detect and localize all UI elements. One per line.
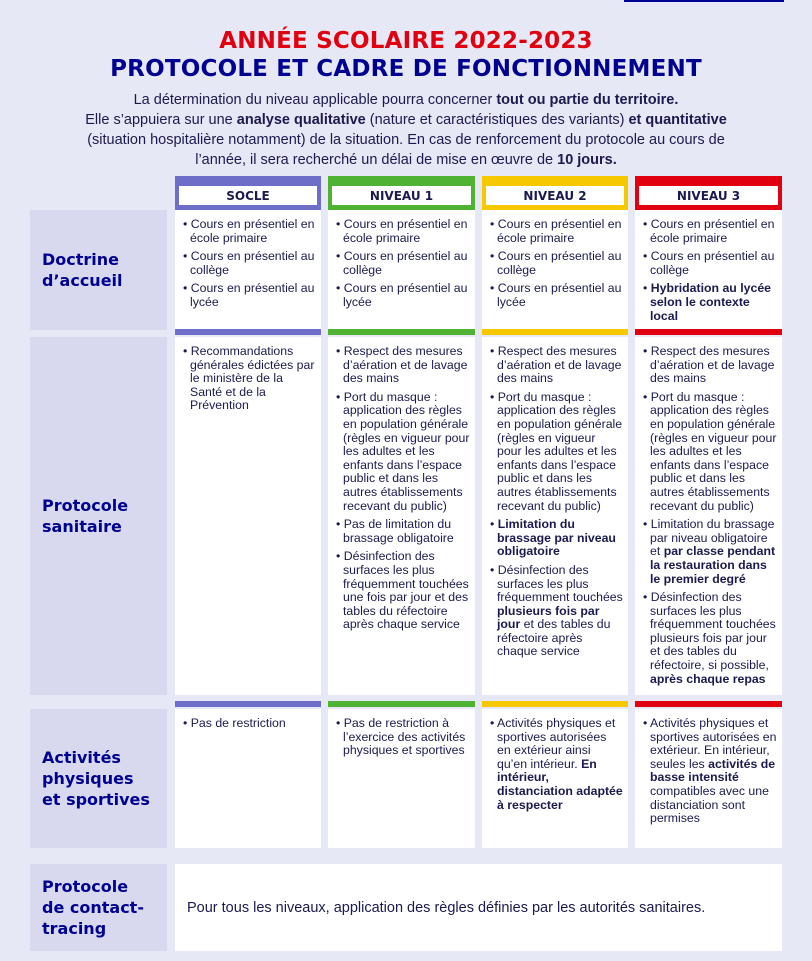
bullet-item: • Limitation du brassage par niveau obligatoire [490, 517, 616, 559]
bullet-item: • Recommandations générales édictées par le ministère de la Santé et de la Prévention [183, 344, 315, 413]
bullet-item: • Port du masque : application des règles en population générale (règles en vigueur pour les adultes et les enfants dans l’espace public et dans les autres établissements recevant du public) [490, 389, 623, 513]
top-rule [624, 0, 784, 2]
bullet-item: • Activités physiques et sportives autorisées en extérieur ainsi qu’en intérieur. En intérieur, distanciation adaptée à respecter [490, 716, 623, 812]
contact-tracing-text: Pour tous les niveaux, application des règles définies par les autorités sanitaires. [187, 899, 706, 916]
intro-line: (situation hospitalière notamment) de la situation. En cas de renforcement du protocole au cours de [87, 132, 725, 148]
cell-protocole-sanitaire-socle [175, 337, 321, 695]
bullet-item: • Désinfection des surfaces les plus fréquemment touchées une fois par jour et des tables du réfectoire après chaque service [336, 549, 469, 632]
level-color-bar-socle [175, 329, 321, 335]
level-color-bar-niveau-2 [482, 701, 628, 707]
cell-activites-socle [175, 709, 321, 848]
level-color-bar-niveau-3 [635, 329, 782, 335]
bullet-item: • Pas de restriction [183, 716, 286, 730]
bullet-item: • Cours en présentiel en école primaire [643, 217, 775, 245]
intro-paragraph [30, 90, 782, 170]
level-header-niveau-2: NIVEAU 2 [482, 182, 628, 209]
bullet-item: • Cours en présentiel au lycée [183, 281, 315, 309]
level-color-bar-socle [175, 176, 321, 182]
level-color-bar-niveau-1 [328, 176, 475, 182]
row-label-contact-tracing: Protocole de contact-tracing [30, 864, 167, 951]
cell-doctrine-socle [175, 210, 321, 330]
cell-protocole-sanitaire-niveau-3 [635, 337, 782, 695]
level-color-bar-niveau-3 [635, 176, 782, 182]
bullet-item: • Hybridation au lycée selon le contexte local [643, 281, 772, 323]
bullet-item: • Activités physiques et sportives autorisées en extérieur. En intérieur, seules les activités de basse intensité compatibles avec une distanciation sont permises [643, 716, 777, 826]
level-color-bar-niveau-1 [328, 329, 475, 335]
cell-activites-niveau-2 [482, 709, 628, 848]
bullet-item: • Cours en présentiel en école primaire [183, 217, 315, 245]
intro-line: La détermination du niveau applicable pourra concerner tout ou partie du territoire. [133, 92, 679, 108]
level-color-bar-niveau-3 [635, 701, 782, 707]
level-header-niveau-1: NIVEAU 1 [328, 182, 475, 209]
level-header-niveau-3: NIVEAU 3 [635, 182, 782, 209]
bullet-item: • Désinfection des surfaces les plus fréquemment touchées plusieurs fois par jour et des tables du réfectoire, si possible, après chaque repas [643, 590, 776, 686]
bullet-item: • Port du masque : application des règles en population générale (règles en vigueur pour les adultes et les enfants dans l’espace public et dans les autres établissements recevant du public) [336, 389, 470, 513]
bullet-item: • Cours en présentiel en école primaire [490, 217, 622, 245]
bullet-item: • Port du masque : application des règles en population générale (règles en vigueur pour les adultes et les enfants dans l’espace public et dans les autres établissements recevant du public) [643, 389, 777, 513]
row-label-activites: Activités physiques et sportives [30, 709, 167, 848]
bullet-item: • Cours en présentiel au collège [183, 249, 315, 277]
bullet-item: • Désinfection des surfaces les plus fréquemment touchées plusieurs fois par jour et des tables du réfectoire après chaque service [490, 562, 623, 659]
cell-protocole-sanitaire-niveau-1 [328, 337, 475, 695]
bullet-item: • Pas de restriction à l’exercice des activités physiques et sportives [336, 716, 466, 758]
bullet-item: • Cours en présentiel au collège [490, 249, 622, 277]
title-protocol: PROTOCOLE ET CADRE DE FONCTIONNEMENT [110, 56, 702, 82]
level-color-bar-socle [175, 701, 321, 707]
level-color-bar-niveau-2 [482, 329, 628, 335]
cell-protocole-sanitaire-niveau-2 [482, 337, 628, 695]
row-label-doctrine: Doctrine d’accueil [30, 210, 167, 330]
title-year: ANNÉE SCOLAIRE 2022-2023 [219, 28, 593, 54]
level-color-bar-niveau-2 [482, 176, 628, 182]
level-header-socle: SOCLE [175, 182, 321, 209]
cell-activites-niveau-1 [328, 709, 475, 848]
bullet-item: • Limitation du brassage par niveau obligatoire et par classe pendant la restauration dans le premier degré [643, 517, 776, 586]
bullet-item: • Pas de limitation du brassage obligatoire [336, 517, 454, 545]
bullet-item: • Cours en présentiel au lycée [336, 281, 468, 309]
row-label-protocole-sanitaire: Protocole sanitaire [30, 337, 167, 695]
bullet-item: • Respect des mesures d’aération et de lavage des mains [490, 344, 622, 386]
cell-doctrine-niveau-3 [635, 210, 782, 330]
bullet-item: • Respect des mesures d’aération et de lavage des mains [336, 344, 468, 386]
cell-doctrine-niveau-2 [482, 210, 628, 330]
bullet-item: • Cours en présentiel en école primaire [336, 217, 468, 245]
bullet-item: • Cours en présentiel au lycée [490, 281, 622, 309]
bullet-item: • Respect des mesures d’aération et de lavage des mains [643, 344, 775, 386]
intro-line: l’année, il sera recherché un délai de mise en œuvre de 10 jours. [195, 152, 617, 168]
cell-doctrine-niveau-1 [328, 210, 475, 330]
cell-activites-niveau-3 [635, 709, 782, 848]
level-color-bar-niveau-1 [328, 701, 475, 707]
bullet-item: • Cours en présentiel au collège [643, 249, 775, 277]
intro-line: Elle s’appuiera sur une analyse qualitative (nature et caractéristiques des variants) et quantitative [85, 112, 727, 128]
contact-tracing-cell [175, 864, 782, 951]
bullet-item: • Cours en présentiel au collège [336, 249, 468, 277]
